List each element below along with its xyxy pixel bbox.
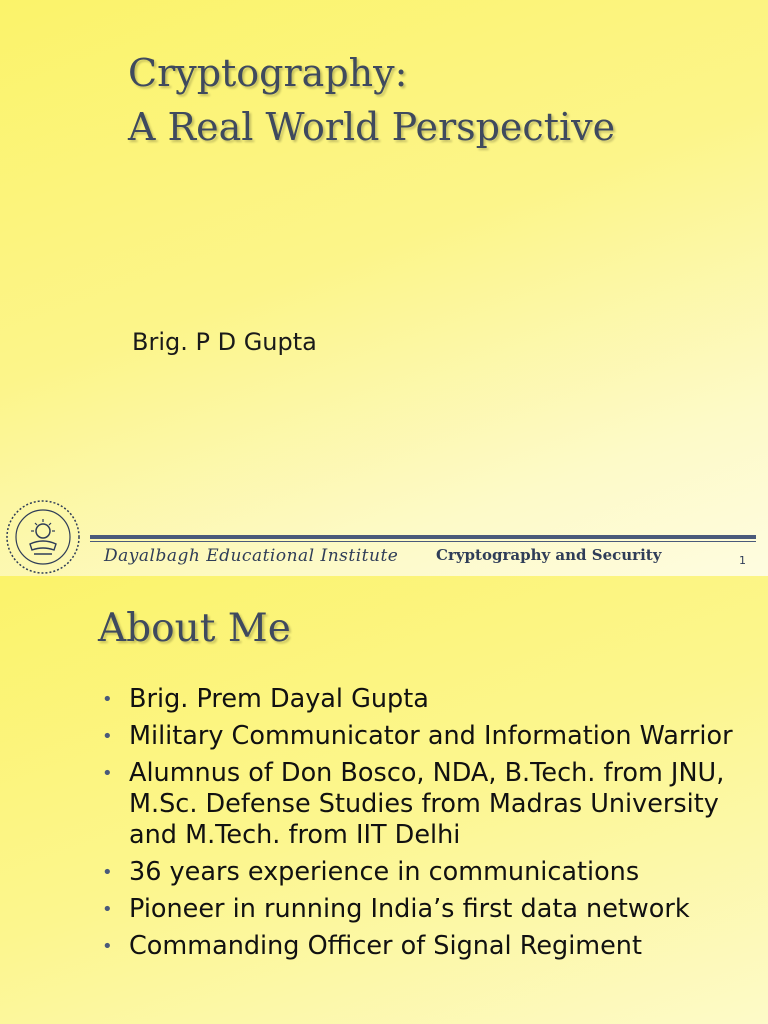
list-item <box>102 857 752 888</box>
bullet-icon: • <box>102 862 113 883</box>
bullet-text: Pioneer in running India’s first data network <box>129 894 690 924</box>
bullet-list <box>102 684 752 968</box>
bullet-text: 36 years experience in communications <box>129 857 640 887</box>
list-item <box>102 758 752 851</box>
bullet-icon: • <box>102 763 113 784</box>
title-line-2: A Real World Perspective <box>128 105 616 149</box>
bullet-text: Military Communicator and Information Warrior <box>129 721 733 751</box>
list-item <box>102 684 752 715</box>
slide-2 <box>0 576 768 1024</box>
bullet-text: Commanding Officer of Signal Regiment <box>129 931 642 961</box>
course-name: Cryptography and Security <box>436 546 662 564</box>
list-item <box>102 894 752 925</box>
bullet-text: Brig. Prem Dayal Gupta <box>129 684 429 714</box>
bullet-text: Alumnus of Don Bosco, NDA, B.Tech. from JNU, M.Sc. Defense Studies from Madras University and M.Tech. from IIT Delhi <box>129 758 725 850</box>
list-item <box>102 931 752 962</box>
bullet-icon: • <box>102 726 113 747</box>
institute-name: Dayalbagh Educational Institute <box>104 546 399 566</box>
title-line-1: Cryptography: <box>128 51 408 95</box>
institute-logo-icon <box>4 498 82 576</box>
bullet-icon: • <box>102 689 113 710</box>
page-number: 1 <box>739 554 746 567</box>
slide-2-title: About Me <box>98 606 291 651</box>
footer-rule <box>90 535 756 539</box>
bullet-icon: • <box>102 899 113 920</box>
slide-footer <box>0 492 768 576</box>
footer-rule-thin <box>90 541 756 542</box>
slide-1-title <box>128 46 615 154</box>
list-item <box>102 721 752 752</box>
author-name: Brig. P D Gupta <box>132 328 317 356</box>
bullet-icon: • <box>102 936 113 957</box>
